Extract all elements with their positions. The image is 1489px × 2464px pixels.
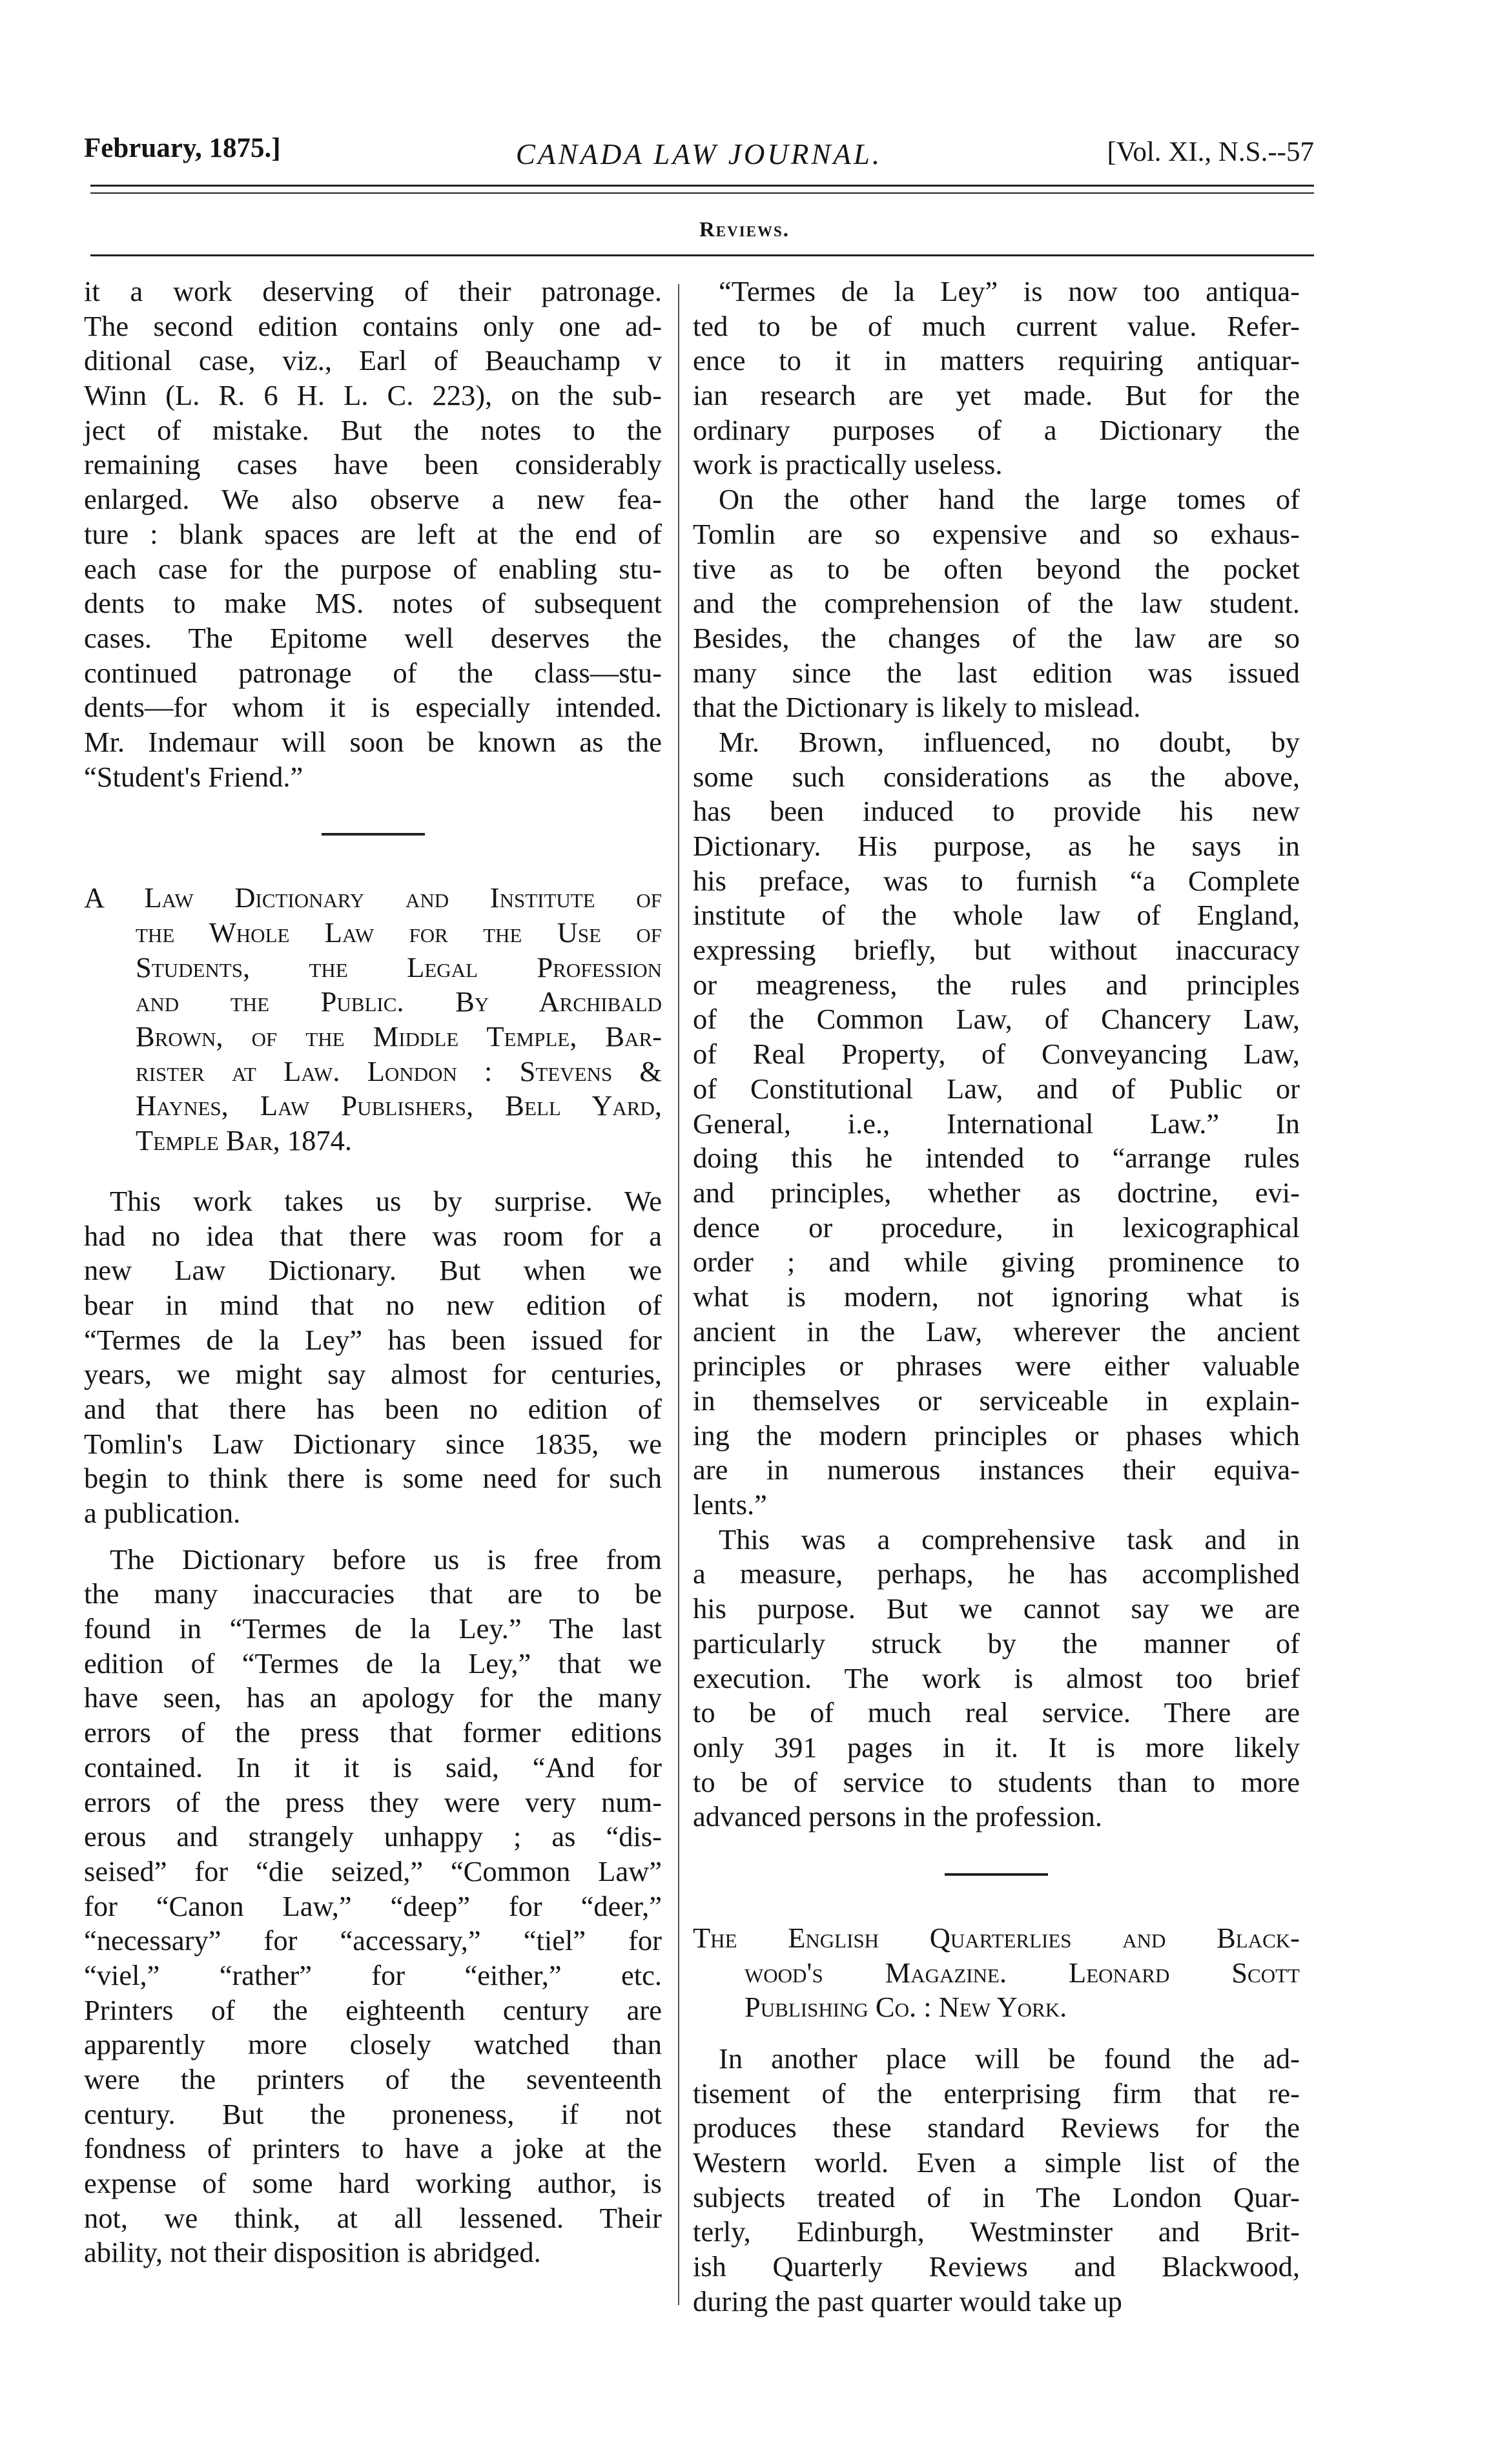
text-line: A Law Dictionary and Institute of	[84, 881, 662, 914]
text-line: Tomlin's Law Dictionary since 1835, we	[84, 1427, 662, 1460]
header-rule-top	[90, 185, 1314, 187]
text-line: advanced persons in the profession.	[693, 1800, 1102, 1833]
text-line: ordinary purposes of a Dictionary the	[693, 413, 1300, 446]
text-line: that the Dictionary is likely to mislead.	[693, 691, 1141, 724]
text-line: This was a comprehensive task and in	[719, 1523, 1300, 1555]
text-line: remaining cases have been considerably	[84, 448, 662, 481]
text-line: Printers of the eighteenth century are	[84, 1993, 662, 2026]
text-line: ability, not their disposition is abridged.	[84, 2236, 541, 2269]
text-line: of the Common Law, of Chancery Law,	[693, 1003, 1300, 1036]
text-line: institute of the whole law of England,	[693, 899, 1300, 932]
text-line: contained. In it it is said, “And for	[84, 1750, 662, 1783]
text-line: Western world. Even a simple list of the	[693, 2146, 1300, 2179]
text-line: dents—for whom it is especially intended.	[84, 691, 662, 724]
text-line: ture : blank spaces are left at the end of	[84, 517, 662, 550]
text-line: many since the last edition was issued	[693, 656, 1300, 689]
text-line: wood's Magazine. Leonard Scott	[744, 1956, 1300, 1989]
text-line: This work takes us by surprise. We	[110, 1184, 662, 1217]
text-line: and the comprehension of the law student.	[693, 587, 1300, 620]
text-line: each case for the purpose of enabling stu-	[84, 552, 662, 585]
text-line: apparently more closely watched than	[84, 2028, 662, 2061]
text-line: had no idea that there was room for a	[84, 1219, 662, 1252]
volume-page-number: [Vol. XI., N.S.--57	[1107, 137, 1314, 167]
text-line: dents to make MS. notes of subsequent	[84, 587, 662, 620]
text-line: ted to be of much current value. Refer-	[693, 309, 1300, 342]
text-line: to be of much real service. There are	[693, 1696, 1300, 1729]
text-line: ish Quarterly Reviews and Blackwood,	[693, 2250, 1300, 2283]
text-line: his preface, was to furnish “a Complete	[693, 864, 1300, 897]
left-column	[84, 274, 662, 2270]
text-line: the Whole Law for the Use of	[136, 916, 662, 949]
text-line: what is modern, not ignoring what is	[693, 1280, 1300, 1313]
paragraph-gap	[84, 1158, 662, 1184]
text-line: particularly struck by the manner of	[693, 1627, 1300, 1659]
text-line: order ; and while giving prominence to	[693, 1246, 1300, 1278]
text-line: Haynes, Law Publishers, Bell Yard,	[136, 1089, 662, 1122]
text-line: century. But the proneness, if not	[84, 2097, 662, 2130]
text-line: lents.”	[693, 1488, 767, 1521]
text-line: ian research are yet made. But for the	[693, 379, 1300, 412]
text-line: were the printers of the seventeenth	[84, 2063, 662, 2095]
text-line: the many inaccuracies that are to be	[84, 1577, 662, 1610]
text-line: continued patronage of the class—stu-	[84, 656, 662, 689]
text-line: Winn (L. R. 6 H. L. C. 223), on the sub-	[84, 379, 662, 412]
text-line: to be of service to students than to more	[693, 1765, 1300, 1798]
text-line: edition of “Termes de la Ley,” that we	[84, 1647, 662, 1679]
text-line: new Law Dictionary. But when we	[84, 1254, 662, 1287]
text-line: for “Canon Law,” “deep” for “deer,”	[84, 1889, 662, 1922]
text-line: found in “Termes de la Ley.” The last	[84, 1612, 662, 1645]
left-paragraph-3	[84, 1543, 662, 2270]
paragraph-gap	[693, 2025, 1300, 2042]
text-line: of Constitutional Law, and of Public or	[693, 1072, 1300, 1105]
text-line: are in numerous instances their equiva-	[693, 1453, 1300, 1486]
text-line: erous and strangely unhappy ; as “dis-	[84, 1820, 662, 1853]
text-line: ing the modern principles or phases which	[693, 1419, 1300, 1452]
right-paragraph-4	[693, 1523, 1300, 1834]
text-line: begin to think there is some need for such	[84, 1462, 662, 1495]
text-line: Tomlin are so expensive and so exhaus-	[693, 517, 1300, 550]
text-line: dence or procedure, in lexicographical	[693, 1211, 1300, 1244]
text-line: errors of the press they were very num-	[84, 1785, 662, 1818]
paragraph-gap	[84, 1531, 662, 1543]
text-line: produces these standard Reviews for the	[693, 2111, 1300, 2144]
text-line: cases. The Epitome well deserves the	[84, 621, 662, 654]
text-line: terly, Edinburgh, Westminster and Brit-	[693, 2215, 1300, 2248]
text-line: fondness of printers to have a joke at the	[84, 2132, 662, 2165]
right-paragraph-3	[693, 725, 1300, 1523]
text-line: “Student's Friend.”	[84, 760, 303, 793]
text-line: errors of the press that former editions	[84, 1716, 662, 1749]
text-line: have seen, has an apology for the many	[84, 1681, 662, 1714]
text-line: in themselves or serviceable in explain-	[693, 1384, 1300, 1417]
text-line: or meagreness, the rules and principles	[693, 968, 1300, 1001]
text-line: subjects treated of in The London Quar-	[693, 2181, 1300, 2213]
header-rule-bottom	[90, 192, 1314, 194]
text-line: ence to it in matters requiring antiquar-	[693, 344, 1300, 377]
text-line: not, we think, at all lessened. Their	[84, 2201, 662, 2234]
text-line: during the past quarter would take up	[693, 2284, 1122, 2317]
column-divider	[678, 284, 679, 2305]
text-line: In another place will be found the ad-	[719, 2042, 1300, 2075]
right-column	[693, 274, 1300, 2319]
text-line: a publication.	[84, 1497, 241, 1529]
text-line: The Dictionary before us is free from	[110, 1543, 662, 1576]
left-paragraph-2	[84, 1184, 662, 1531]
left-paragraph-1	[84, 274, 662, 794]
text-line: General, i.e., International Law.” In	[693, 1107, 1300, 1140]
text-line: has been induced to provide his new	[693, 795, 1300, 828]
text-line: and principles, whether as doctrine, evi-	[693, 1176, 1300, 1209]
text-line: and the Public. By Archibald	[136, 985, 662, 1018]
right-paragraph-1	[693, 274, 1300, 482]
text-line: Mr. Indemaur will soon be known as the	[84, 725, 662, 758]
text-line: “Termes de la Ley” has been issued for	[84, 1323, 662, 1356]
text-line: of Real Property, of Conveyancing Law,	[693, 1038, 1300, 1071]
running-head	[84, 132, 1314, 184]
text-line: years, we might say almost for centuries,	[84, 1358, 662, 1391]
text-line: bear in mind that no new edition of	[84, 1288, 662, 1321]
review-entry-heading	[84, 881, 662, 1158]
text-line: The second edition contains only one ad-	[84, 309, 662, 342]
right-paragraph-2	[693, 482, 1300, 725]
text-line: ject of mistake. But the notes to the	[84, 413, 662, 446]
text-line: Students, the Legal Profession	[136, 950, 662, 983]
separator-rule	[322, 833, 425, 836]
text-line: Mr. Brown, influenced, no doubt, by	[719, 725, 1300, 758]
text-line: “viel,” “rather” for “either,” etc.	[84, 1958, 662, 1991]
text-line: some such considerations as the above,	[693, 760, 1300, 793]
text-line: “Termes de la Ley” is now too antiqua-	[719, 275, 1300, 307]
text-line: rister at Law. London : Stevens &	[136, 1054, 662, 1087]
text-line: ditional case, viz., Earl of Beauchamp v	[84, 344, 662, 377]
text-line: work is practically useless.	[693, 448, 1003, 481]
separator-rule	[945, 1873, 1048, 1876]
issue-date: February, 1875.]	[84, 133, 281, 163]
text-line: and that there has been no edition of	[84, 1392, 662, 1425]
text-line: doing this he intended to “arrange rules	[693, 1142, 1300, 1175]
text-line: tive as to be often beyond the pocket	[693, 552, 1300, 585]
text-line: “necessary” for “accessary,” “tiel” for	[84, 1924, 662, 1957]
text-line: Dictionary. His purpose, as he says in	[693, 830, 1300, 862]
text-line: Publishing Co. : New York.	[744, 1991, 1067, 2024]
text-line: it a work deserving of their patronage.	[84, 275, 662, 307]
text-line: execution. The work is almost too brief	[693, 1661, 1300, 1694]
text-line: expressing briefly, but without inaccuracy	[693, 934, 1300, 967]
text-line: Brown, of the Middle Temple, Bar-	[136, 1020, 662, 1053]
text-line: principles or phrases were either valuable	[693, 1350, 1300, 1382]
text-line: expense of some hard working author, is	[84, 2167, 662, 2200]
text-line: Temple Bar, 1874.	[136, 1124, 353, 1157]
right-paragraph-5	[693, 2042, 1300, 2319]
section-rule	[90, 254, 1314, 256]
section-heading: Reviews.	[699, 218, 790, 241]
text-line: ancient in the Law, wherever the ancient	[693, 1315, 1300, 1348]
text-line: a measure, perhaps, he has accomplished	[693, 1557, 1300, 1590]
text-line: enlarged. We also observe a new fea-	[84, 483, 662, 516]
review-entry-heading	[693, 1921, 1300, 2025]
text-line: On the other hand the large tomes of	[719, 483, 1300, 516]
text-line: seised” for “die seized,” “Common Law”	[84, 1854, 662, 1887]
text-line: Besides, the changes of the law are so	[693, 621, 1300, 654]
text-line: only 391 pages in it. It is more likely	[693, 1730, 1300, 1763]
text-line: tisement of the enterprising firm that re-	[693, 2077, 1300, 2110]
text-line: his purpose. But we cannot say we are	[693, 1592, 1300, 1625]
journal-title: CANADA LAW JOURNAL.	[515, 138, 883, 170]
text-line: The English Quarterlies and Black-	[693, 1921, 1300, 1954]
